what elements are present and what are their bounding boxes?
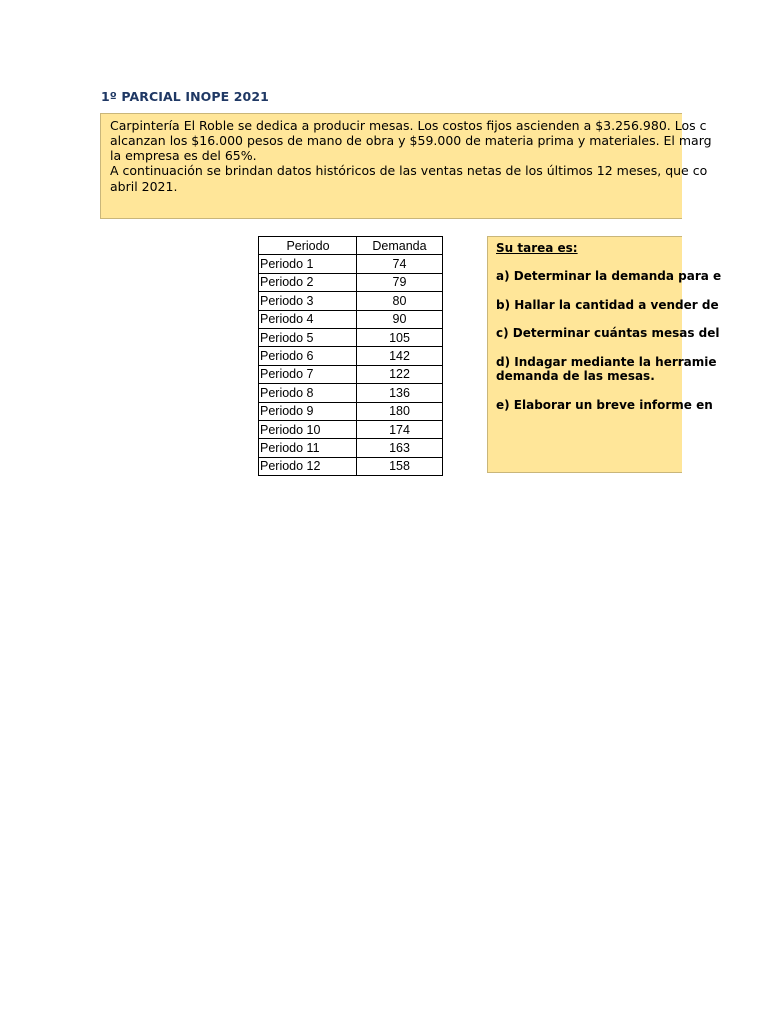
cell-periodo: Periodo 4: [259, 310, 357, 328]
task-e: e) Elaborar un breve informe en: [496, 398, 713, 412]
cell-periodo: Periodo 10: [259, 420, 357, 438]
task-d-continued: demanda de las mesas.: [496, 369, 655, 383]
cell-demanda: 90: [357, 310, 443, 328]
table-row: [259, 328, 443, 346]
intro-line: alcanzan los $16.000 pesos de mano de obra y $59.000 de materia prima y materiales. El marg: [110, 133, 712, 148]
cell-demanda: 80: [357, 292, 443, 310]
intro-line: abril 2021.: [110, 179, 178, 194]
cell-periodo: Periodo 2: [259, 273, 357, 291]
table-row: [259, 402, 443, 420]
demand-table: [258, 236, 443, 476]
table-row: [259, 255, 443, 273]
table-row: [259, 457, 443, 475]
cell-periodo: Periodo 1: [259, 255, 357, 273]
cell-periodo: Periodo 8: [259, 384, 357, 402]
table-row: [259, 347, 443, 365]
table-row: [259, 384, 443, 402]
cell-demanda: 136: [357, 384, 443, 402]
cell-periodo: Periodo 9: [259, 402, 357, 420]
task-box: [487, 236, 722, 473]
table-row: [259, 273, 443, 291]
table-row: [259, 292, 443, 310]
task-d: d) Indagar mediante la herramie: [496, 355, 717, 369]
cell-demanda: 158: [357, 457, 443, 475]
cell-periodo: Periodo 3: [259, 292, 357, 310]
cell-demanda: 174: [357, 420, 443, 438]
cell-periodo: Periodo 5: [259, 328, 357, 346]
cell-periodo: Periodo 7: [259, 365, 357, 383]
cell-periodo: Periodo 12: [259, 457, 357, 475]
cell-periodo: Periodo 6: [259, 347, 357, 365]
cell-demanda: 105: [357, 328, 443, 346]
column-header-periodo: Periodo: [259, 237, 357, 255]
table-row: [259, 439, 443, 457]
cell-demanda: 163: [357, 439, 443, 457]
task-heading: Su tarea es:: [496, 241, 578, 255]
cell-periodo: Periodo 11: [259, 439, 357, 457]
cell-demanda: 180: [357, 402, 443, 420]
intro-line: Carpintería El Roble se dedica a producir mesas. Los costos fijos ascienden a $3.256.980. Los c: [110, 118, 707, 133]
task-a: a) Determinar la demanda para e: [496, 269, 722, 283]
table-body: [259, 255, 443, 476]
cell-demanda: 74: [357, 255, 443, 273]
task-c: c) Determinar cuántas mesas del: [496, 326, 720, 340]
cell-demanda: 122: [357, 365, 443, 383]
intro-line: la empresa es del 65%.: [110, 148, 257, 163]
task-b: b) Hallar la cantidad a vender de: [496, 298, 719, 312]
table-header-row: [259, 237, 443, 255]
cell-demanda: 79: [357, 273, 443, 291]
cell-demanda: 142: [357, 347, 443, 365]
table-row: [259, 365, 443, 383]
table-row: [259, 310, 443, 328]
page-title: 1º PARCIAL INOPE 2021: [101, 89, 269, 104]
intro-line: A continuación se brindan datos históricos de las ventas netas de los últimos 12 meses, que co: [110, 163, 708, 178]
column-header-demanda: Demanda: [357, 237, 443, 255]
table-row: [259, 420, 443, 438]
intro-text-box: [100, 113, 712, 219]
